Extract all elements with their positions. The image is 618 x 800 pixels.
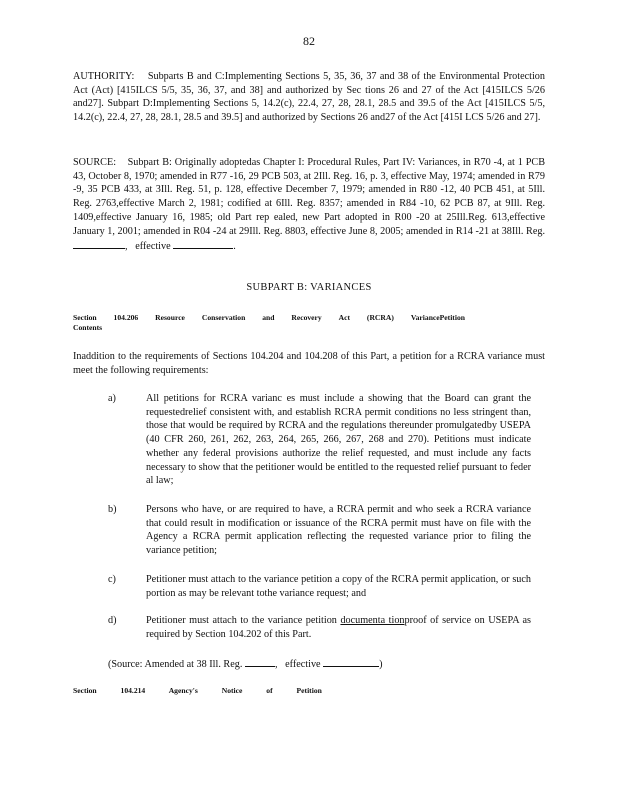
heading-word: Recovery (291, 313, 322, 322)
section-104-206-heading (73, 313, 465, 333)
intro-paragraph: Inaddition to the requirements of Sections 104.204 and 104.208 of this Part, a petition for a RCRA variance must meet the following requirements: (73, 351, 545, 376)
item-text: All petitions for RCRA varianc es must include a showing that the Board can grant the requestedrelief consistent with, and establish RCRA permit conditions no less stringent than, those that would be required by RCRA and the regulations thereunder promulgatedby USEPA (40 CFR 260, 261, 262, 263, 264, 265, 266, 267, 268 and 270). Petitions must indicate whether any federal provisions authorize the relief requested, and must include any facts necessary to show that the petitioner would be entitled to the requested relief pursuant to feder al law; (146, 393, 531, 487)
source-effective: effective (135, 241, 171, 253)
item-label: a) (108, 393, 116, 404)
heading-word: 104.206 (113, 313, 139, 322)
item-text: Persons who have, or are required to have, a RCRA permit and who seek a RCRA variance that could result in modification or issuance of the RCRA permit must have on file with the Agency a RCRA permit application reflecting the requested variance prior to filing the variance petition; (146, 504, 531, 557)
item-text-after: proof of service on USEPA as required by Section 104.202 of this Part. (146, 615, 531, 640)
source-label: SOURCE: (73, 157, 117, 168)
authority-label: AUTHORITY: (73, 71, 135, 82)
inserted-text: documenta tion (340, 615, 405, 626)
note-comma: , (274, 659, 278, 670)
subpart-heading: SUBPART B: VARIANCES (246, 282, 372, 293)
note-close: ) (379, 659, 383, 670)
heading-word: Section (73, 313, 97, 322)
heading-word: Agency's (168, 686, 198, 695)
section-104-214-heading (73, 686, 344, 696)
blank-line (173, 238, 233, 249)
item-label: b) (108, 504, 117, 515)
heading-word: and (262, 313, 275, 322)
blank-line (73, 238, 125, 249)
authority-note (73, 70, 545, 125)
source-period: . (233, 241, 236, 253)
heading-word: Resource (155, 313, 185, 322)
note-effective: effective (285, 659, 321, 670)
page-number: 82 (303, 34, 315, 48)
note-prefix: (Source: Amended at 38 Ill. Reg. (108, 659, 243, 670)
heading-word: 104.214 (120, 686, 146, 695)
heading-word: Conservation (201, 313, 246, 322)
heading-word: (RCRA) (366, 313, 394, 322)
heading-word: VariancePetition (410, 313, 465, 322)
blank-line (323, 656, 379, 667)
source-comma: , (125, 241, 128, 253)
source-amended-note (108, 656, 383, 672)
item-label: c) (108, 574, 116, 585)
item-label: d) (108, 615, 117, 626)
heading-word: Act (338, 313, 351, 322)
item-text: Petitioner must attach to the variance petition a copy of the RCRA permit application, or such portion as may be relevant tothe variance request; and (146, 574, 531, 599)
item-text-before: Petitioner must attach to the variance petition (146, 615, 341, 626)
source-note (73, 156, 545, 254)
heading-word: Notice (221, 686, 243, 695)
heading-line-2: Contents (73, 323, 103, 332)
item-text (146, 614, 531, 641)
blank-line (245, 656, 275, 667)
heading-word: Section (73, 686, 97, 695)
authority-text: Subparts B and C:Implementing Sections 5, 35, 36, 37 and 38 of the Environmental Protection Act (Act) [415ILCS 5/5, 35, 36, 37, and 38] and authorized by Sec tions 26 and 27 of the Act [415ILCS 5/26 and27]. Subpart D:Implementing Sections 5, 14.2(c), 22.4, 27, 28, 28.1, 28.5 and 39.5 of the Act [415ILCS 5/5, 14.2(c), 22.4, 27, 28, 28.1, 28.5 and 39.5] and authorized by Sections 26 and27 of the Act [415I LCS 5/26 and 27]. (73, 71, 545, 124)
heading-word: Petition (296, 686, 322, 695)
source-text: Subpart B: Originally adoptedas Chapter I: Procedural Rules, Part IV: Variances, in R70 -4, at 1 PCB 43, October 8, 1970; amended in R77 -16, 29 PCB 503, at 2Ill. Reg. 16, p. 3, effective May, 1974; amended in R79 -9, 35 PCB 433, at 3Ill. Reg. 51, p. 128, effective December 7, 1979; amended in R80 -12, 40 PCB 451, at 5Ill. Reg. 2763,effective March 2, 1981; codified at 6Ill. Reg. 8357; amended in R84 -10, 62 PCB 87, at 9Ill. Reg. 1409,effective January 16, 1985; old Part rep ealed, new Part adopted in R00 -20 at 25Ill.Reg. 613,effective January 1, 2001; amended in R04 -24 at 29Ill. Reg. 8803, effective June 8, 2005; amended in R14 -21 at 38Ill. Reg. (73, 157, 545, 237)
heading-word: of (266, 686, 273, 695)
